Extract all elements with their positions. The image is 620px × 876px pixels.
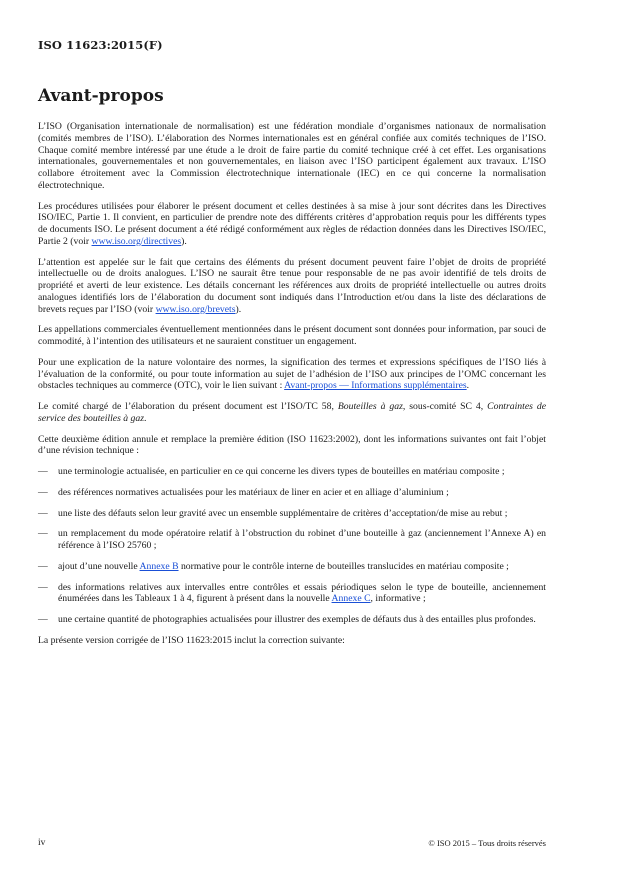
- paragraph-patents: [38, 257, 546, 316]
- list-item-text: un remplacement du mode opératoire relatif à l’obstruction du robinet d’une bouteille à gaz (anciennement l’Annexe A) en référence à l’ISO 25760 ;: [58, 528, 546, 551]
- paragraph-text: Les procédures utilisées pour élaborer le présent document et celles destinées à sa mise à jour sont décrites dans les Directives ISO/IEC, Partie 1. Il convient, en particulier de prendre note des différents critères d’approbation requis pour les différents types de documents ISO. Le présent document a été rédigé conformément aux règles de rédaction données dans les Directives ISO/IEC, Partie 2 (voir: [38, 200, 546, 247]
- paragraph-text: ).: [181, 235, 187, 247]
- paragraph-trade-names: Les appellations commerciales éventuellement mentionnées dans le présent document sont données pour information, par souci de commodité, à l’intention des utilisateurs et ne sauraient constituer un engagement.: [38, 324, 546, 347]
- paragraph-committee: [38, 401, 546, 425]
- dash-bullet: —: [38, 528, 48, 540]
- dash-bullet: —: [38, 486, 48, 498]
- supplementary-info-link[interactable]: Avant-propos — Informations supplémentaires: [284, 380, 467, 392]
- document-body: [38, 121, 546, 656]
- paragraph-text: .: [466, 380, 470, 392]
- list-item: [38, 487, 546, 499]
- paragraph-text: Le comité chargé de l’élaboration du présent document est l’ISO/TC 58,: [38, 401, 338, 412]
- list-item: [38, 582, 546, 606]
- dash-bullet: —: [38, 507, 48, 519]
- paragraph-text: , sous-comité SC 4,: [402, 401, 488, 412]
- changes-list: [38, 466, 546, 626]
- paragraph-iso-intro: L’ISO (Organisation internationale de normalisation) est une fédération mondiale d’organismes nationaux de normalisation (comités membres de l’ISO). L’élaboration des Normes internationales est en général confiée aux comités techniques de l’ISO. Chaque comité membre intéressé par une étude a le droit de faire partie du comité technique créé à cet effet. Les organisations internationales, gouvernementales et non gouvernementales, en liaison avec l’ISO participent également aux travaux. L’ISO collabore étroitement avec la Commission électrotechnique internationale (IEC) en ce qui concerne la normalisation électrotechnique.: [38, 121, 546, 191]
- list-item: [38, 508, 546, 520]
- paragraph-text: Pour une explication de la nature volontaire des normes, la signification des termes et expressions spécifiques de l’ISO liés à l’évaluation de la conformité, ou pour toute information au sujet de l’adhésion de l’ISO aux principes de l’OMC concernant les obstacles techniques au commerce (OTC), voir le lien suivant :: [38, 356, 546, 392]
- list-item-text: normative pour le contrôle interne de bouteilles translucides en matériau composite ;: [178, 560, 509, 572]
- committee-title: Bouteilles à gaz: [337, 401, 403, 412]
- paragraph-text: L’attention est appelée sur le fait que certains des éléments du présent document peuvent faire l’objet de droits de propriété intellectuelle ou de droits analogues. L’ISO ne saurait être tenue pour responsable de ne pas avoir identifié de tels droits de propriété et averti de leur existence. Les détails concernant les références aux droits de propriété intellectuelle ou autres droits analogues identifiés lors de l’élaboration du document sont indiqués dans l’Introduction et/ou dans la liste des déclarations de brevets reçues par l’ISO (voir: [38, 256, 546, 315]
- subcommittee-title: Contraintes de service des bouteilles à gaz: [38, 401, 547, 424]
- annex-c-link[interactable]: Annexe C: [331, 593, 371, 605]
- patents-link[interactable]: www.iso.org/brevets: [155, 303, 236, 315]
- annex-b-link[interactable]: Annexe B: [139, 560, 179, 572]
- paragraph-text: ).: [235, 303, 242, 315]
- paragraph-corrected-version: La présente version corrigée de l’ISO 11623:2015 inclut la correction suivante:: [38, 634, 345, 646]
- copyright-notice: © ISO 2015 – Tous droits réservés: [428, 838, 546, 848]
- list-item-text: , informative ;: [370, 593, 426, 605]
- paragraph-edition: Cette deuxième édition annule et remplace la première édition (ISO 11623:2002), dont les informations suivantes ont fait l’objet d’une révision technique :: [38, 433, 546, 457]
- list-item-text: des références normatives actualisées pour les matériaux de liner en acier et en alliage d’aluminium ;: [58, 486, 449, 498]
- list-item: [38, 561, 546, 573]
- dash-bullet: —: [38, 614, 48, 625]
- document-id-header: ISO 11623:2015(F): [38, 38, 163, 52]
- dash-bullet: —: [38, 466, 48, 477]
- list-item-text: une liste des défauts selon leur gravité avec un ensemble supplémentaire de critères d’acceptation/de mise au rebut ;: [58, 507, 508, 519]
- paragraph-voluntary-nature: [38, 357, 546, 392]
- list-item-text: une certaine quantité de photographies actualisées pour illustrer des exemples de défauts dus à des entailles plus profondes.: [58, 614, 536, 625]
- dash-bullet: —: [38, 581, 48, 593]
- list-item: [38, 466, 546, 478]
- page-number: iv: [38, 838, 46, 848]
- dash-bullet: —: [38, 560, 48, 572]
- list-item-text: une terminologie actualisée, en particulier en ce qui concerne les divers types de bouteilles en matériau composite ;: [58, 466, 505, 477]
- list-item-text: des informations relatives aux intervalles entre contrôles et essais périodiques selon le type de bouteille, anciennement énumérées dans les Tableaux 1 à 4, figurent à présent dans la nouvelle: [58, 581, 546, 605]
- paragraph-procedures: [38, 201, 546, 248]
- list-item-text: ajout d’une nouvelle: [58, 560, 140, 572]
- list-item: [38, 528, 546, 552]
- paragraph-text: .: [144, 412, 147, 424]
- page-title: Avant-propos: [38, 86, 164, 106]
- list-item: [38, 614, 546, 626]
- directives-link[interactable]: www.iso.org/directives: [91, 235, 182, 247]
